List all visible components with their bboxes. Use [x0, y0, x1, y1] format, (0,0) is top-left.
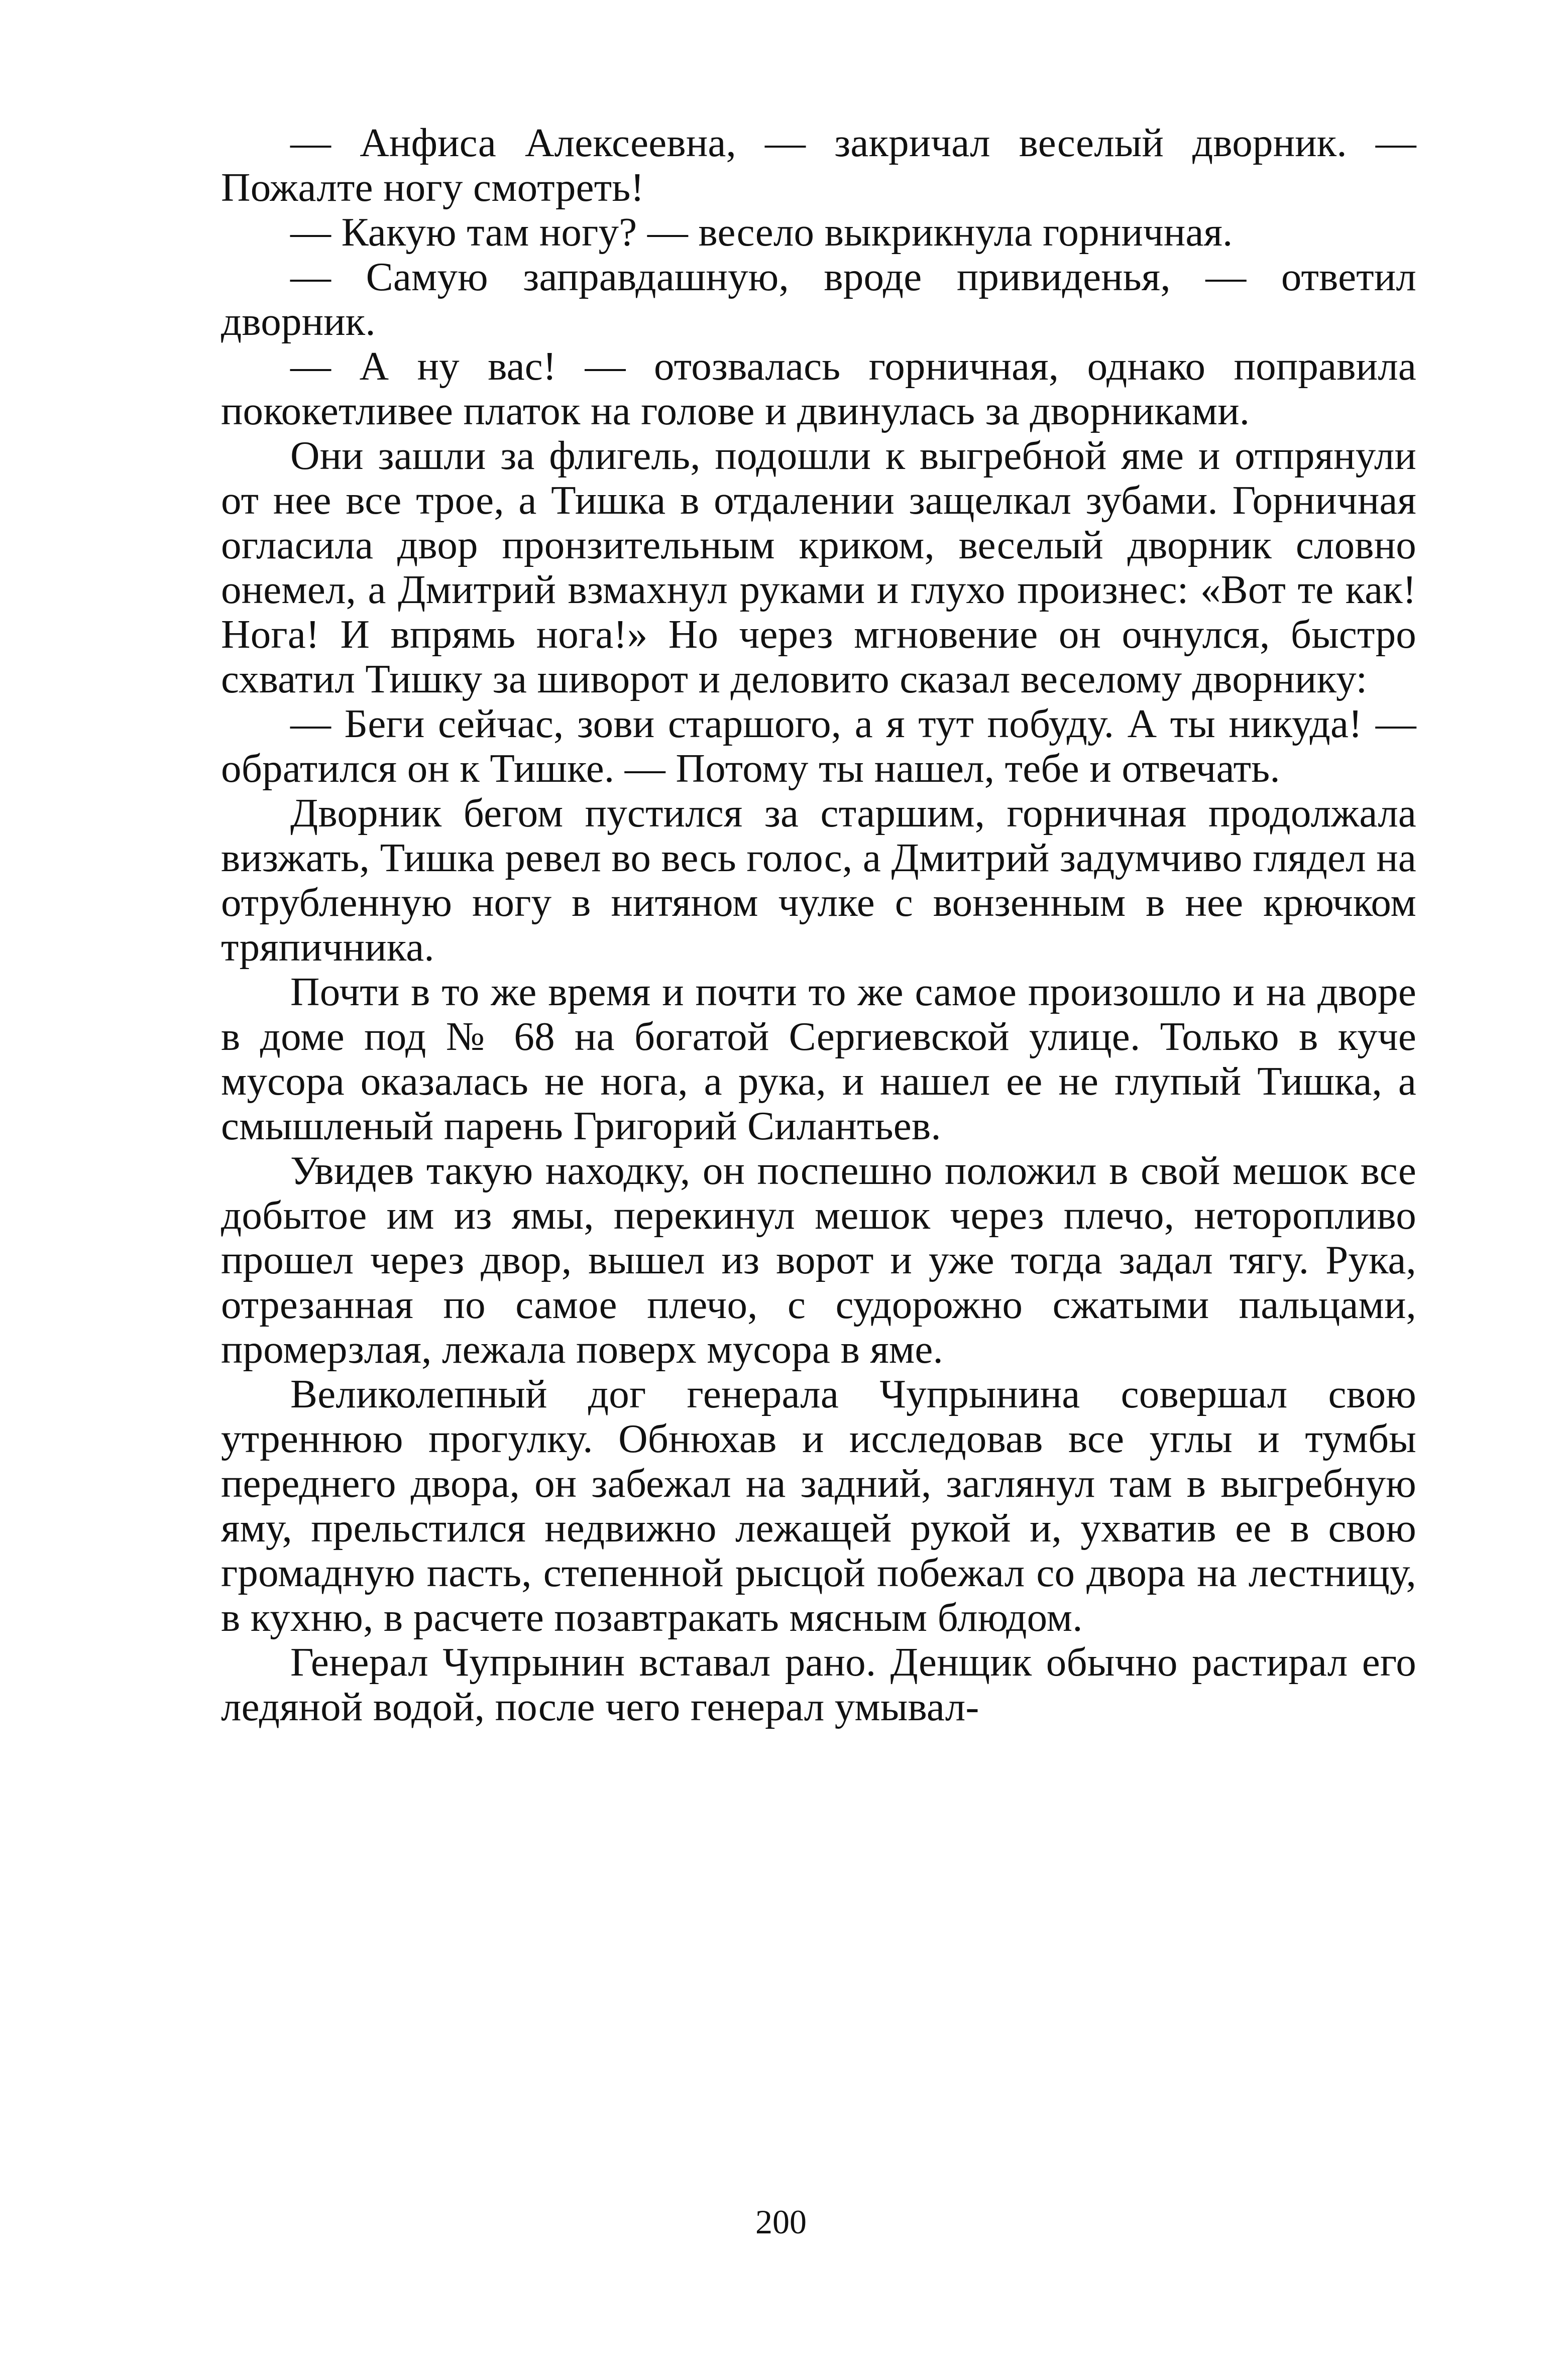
paragraph: Великолепный дог генерала Чупрынина совершал свою утреннюю прогулку. Обнюхав и исследовав все углы и тумбы переднего двора, он забежал на задний, заглянул там в выгребную яму, прельстился недвижно лежащей рукой и, ухватив ее в свою громадную пасть, степенной рысцой побежал со двора на лестницу, в кухню, в расчете позавтракать мясным блюдом.: [221, 1371, 1416, 1640]
paragraph: Генерал Чупрынин вставал рано. Денщик обычно растирал его ледяной водой, после чего генерал умывал-: [221, 1639, 1416, 1729]
paragraph: — Самую заправдашную, вроде привиденья, — ответил дворник.: [221, 254, 1416, 344]
paragraph: — Беги сейчас, зови старшого, а я тут побуду. А ты никуда! — обратился он к Тишке. — Потому ты нашел, тебе и отвечать.: [221, 701, 1416, 791]
paragraph: — Какую там ногу? — весело выкрикнула горничная.: [290, 209, 1233, 255]
paragraph: Они зашли за флигель, подошли к выгребной яме и отпрянули от нее все трое, а Тишка в отдалении защелкал зубами. Горничная огласила двор пронзительным криком, веселый дворник словно онемел, а Дмитрий взмахнул руками и глухо произнес: «Вот те как! Нога! И впрямь нога!» Но через мгновение он очнулся, быстро схватил Тишку за шиворот и деловито сказал веселому дворнику:: [221, 433, 1416, 701]
page-number: 200: [755, 2203, 807, 2241]
paragraph: — А ну вас! — отозвалась горничная, однако поправила пококетливее платок на голове и двинулась за дворниками.: [221, 343, 1416, 433]
paragraph: Почти в то же время и почти то же самое произошло и на дворе в доме под № 68 на богатой Сергиевской улице. Только в куче мусора оказалась не нога, а рука, и нашел ее не глупый Тишка, а смышленый парень Григорий Силантьев.: [221, 969, 1416, 1148]
paragraph: Увидев такую находку, он поспешно положил в свой мешок все добытое им из ямы, перекинул мешок через плечо, неторопливо прошел через двор, вышел из ворот и уже тогда задал тягу. Рука, отрезанная по самое плечо, с судорожно сжатыми пальцами, промерзлая, лежала поверх мусора в яме.: [221, 1148, 1416, 1372]
paragraph: Дворник бегом пустился за старшим, горничная продолжала визжать, Тишка ревел во весь голос, а Дмитрий задумчиво глядел на отрубленную ногу в нитяном чулке с вонзенным в нее крючком тряпичника.: [221, 790, 1416, 970]
text-body: [221, 121, 1416, 1729]
paragraph: — Анфиса Алексеевна, — закричал веселый дворник. — Пожалте ногу смотреть!: [221, 120, 1416, 210]
